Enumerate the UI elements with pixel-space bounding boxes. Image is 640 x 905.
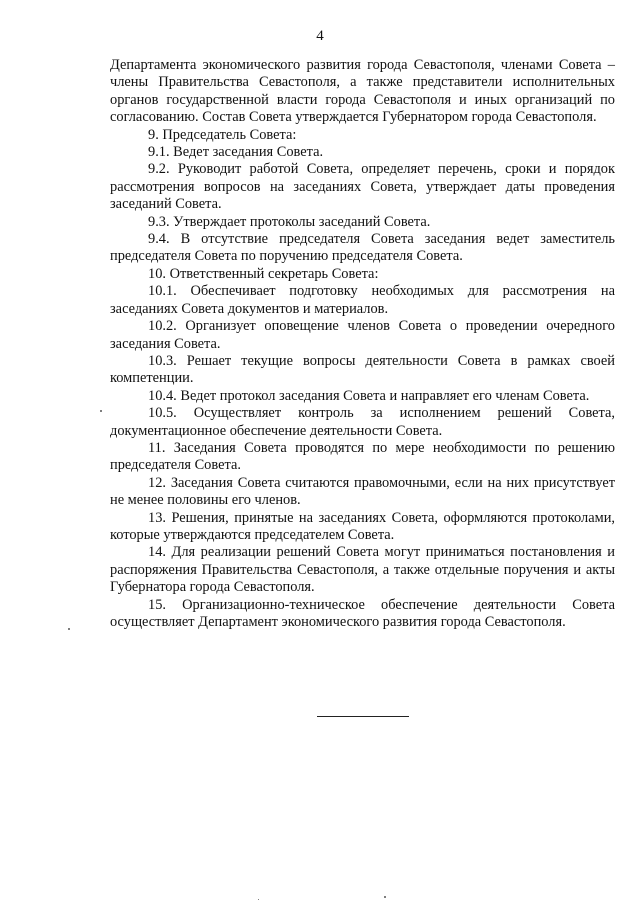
paragraph-10-2: 10.2. Организует оповещение членов Совета о проведении очередного заседания Совета. bbox=[110, 318, 615, 352]
paragraph-9-1: 9.1. Ведет заседания Совета. bbox=[148, 144, 324, 161]
paragraph-10-3: 10.3. Решает текущие вопросы деятельности Совета в рамках своей компетенции. bbox=[110, 352, 615, 387]
paragraph-11: 11. Заседания Совета проводятся по мере необходимости по решению председателя Совета. bbox=[110, 439, 615, 474]
scan-speck bbox=[100, 410, 102, 412]
document-body bbox=[110, 57, 615, 631]
paragraph-9-4: 9.4. В отсутствие председателя Совета заседания ведет заместитель председателя Совета по поручению председателя Совета. bbox=[110, 231, 615, 265]
paragraph-9-2: 9.2. Руководит работой Совета, определяет перечень, сроки и порядок рассмотрения вопросов на заседаниях Совета, утверждает даты проведения заседаний Совета. bbox=[110, 161, 615, 213]
page-number: 4 bbox=[316, 28, 324, 44]
paragraph-10-1: 10.1. Обеспечивает подготовку необходимых для рассмотрения на заседаниях Совета документов и материалов. bbox=[110, 283, 615, 317]
paragraph-9: 9. Председатель Совета: bbox=[148, 126, 297, 143]
scan-speck bbox=[384, 896, 386, 898]
paragraph-10-4: 10.4. Ведет протокол заседания Совета и направляет его членам Совета. bbox=[148, 387, 590, 404]
closing-rule bbox=[317, 716, 409, 717]
scan-speck bbox=[258, 899, 259, 900]
paragraph-13: 13. Решения, принятые на заседаниях Совета, оформляются протоколами, которые утверждаются председателем Совета. bbox=[110, 509, 615, 543]
paragraph-14: 14. Для реализации решений Совета могут приниматься постановления и распоряжения Правительства Севастополя, а также отдельные поручения и акты Губернатора города Севастополя. bbox=[110, 544, 615, 596]
paragraph-9-3: 9.3. Утверждает протоколы заседаний Совета. bbox=[148, 213, 431, 230]
paragraph-15: 15. Организационно-техническое обеспечение деятельности Совета осуществляет Департамент экономического развития города Севастополя. bbox=[110, 596, 615, 630]
paragraph-10-5: 10.5. Осуществляет контроль за исполнением решений Совета, документационное обеспечение деятельности Совета. bbox=[110, 405, 615, 439]
scan-speck bbox=[68, 628, 70, 630]
paragraph-12: 12. Заседания Совета считаются правомочными, если на них присутствует не менее половины его членов. bbox=[110, 474, 615, 509]
paragraph-10: 10. Ответственный секретарь Совета: bbox=[148, 265, 379, 282]
paragraph-continuation: Департамента экономического развития города Севастополя, членами Совета – члены Правительства Севастополя, а также представители исполнительных органов государственной власти города Севастополя и иных организаций по согласованию. Состав Совета утверждается Губернатором города Севастополя. bbox=[110, 57, 615, 126]
